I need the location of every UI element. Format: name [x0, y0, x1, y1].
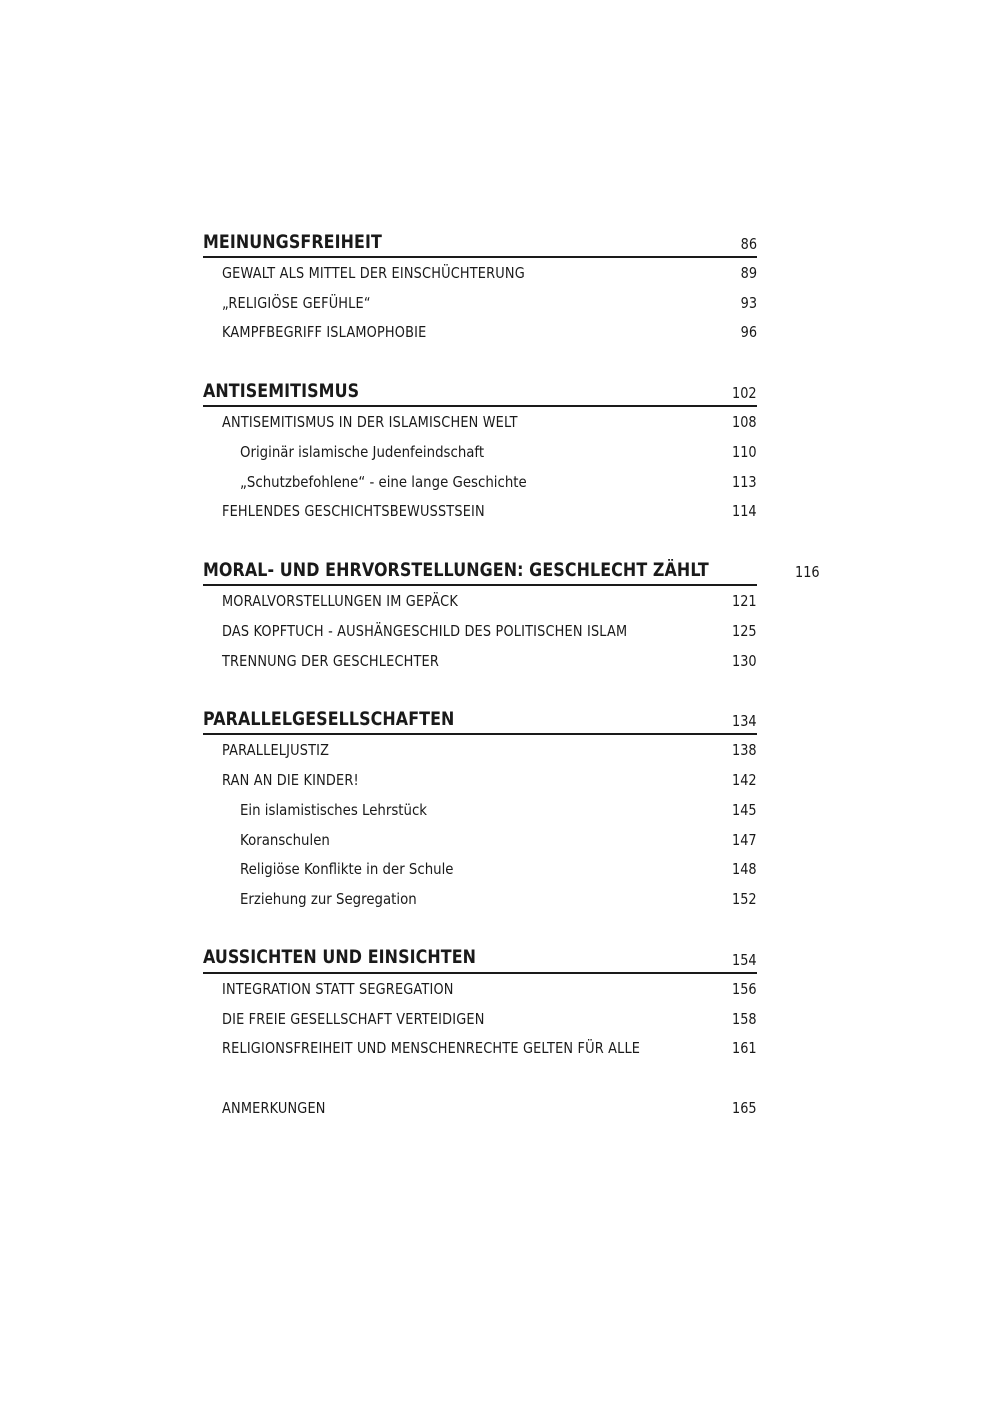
- toc-page-number: 110: [732, 442, 757, 461]
- toc-subsection-religioese-konflikte-in-der-schule[interactable]: [203, 855, 757, 885]
- toc-subsection-title: Erziehung zur Segregation: [240, 890, 417, 909]
- toc-section-religioese-gefuehle[interactable]: [203, 288, 757, 318]
- toc-subsection-title: Originär islamische Judenfeindschaft: [240, 442, 485, 461]
- toc-section-gewalt-als-mittel-der-einschuechterung[interactable]: [203, 258, 757, 288]
- table-of-contents: [203, 228, 820, 1123]
- toc-page-number: 93: [740, 293, 757, 312]
- toc-section-title: MORALVORSTELLUNGEN IM GEPÄCK: [222, 592, 458, 611]
- toc-chapter-aussichten-und-einsichten[interactable]: [203, 944, 757, 974]
- chapter-spacer: [203, 914, 757, 944]
- toc-section-integration-statt-segregation[interactable]: [203, 974, 757, 1004]
- toc-page-number: 114: [732, 502, 757, 521]
- toc-section-die-freie-gesellschaft-verteidigen[interactable]: [203, 1004, 757, 1034]
- toc-section-trennung-der-geschlechter[interactable]: [203, 646, 757, 676]
- toc-section-title: KAMPFBEGRIFF ISLAMOPHOBIE: [222, 323, 427, 342]
- toc-section-anmerkungen[interactable]: [203, 1093, 757, 1123]
- toc-chapter-title: MEINUNGSFREIHEIT: [203, 231, 382, 253]
- toc-subsection-title: Ein islamistisches Lehrstück: [240, 800, 427, 819]
- toc-subsection-koranschulen[interactable]: [203, 825, 757, 855]
- toc-page-number: 121: [732, 592, 757, 611]
- toc-page-number: 86: [740, 235, 757, 253]
- toc-page-number: 161: [732, 1039, 757, 1058]
- toc-subsection-erziehung-zur-segregation[interactable]: [203, 884, 757, 914]
- toc-section-paralleljustiz[interactable]: [203, 735, 757, 765]
- toc-page-number: 145: [732, 800, 757, 819]
- toc-section-title: GEWALT ALS MITTEL DER EINSCHÜCHTERUNG: [222, 263, 525, 282]
- toc-page-number: 102: [732, 384, 757, 403]
- toc-section-kampfbegriff-islamophobie[interactable]: [203, 318, 757, 348]
- notes-spacer: [203, 1063, 757, 1093]
- toc-page-number: 152: [732, 890, 757, 909]
- toc-section-title: FEHLENDES GESCHICHTSBEWUSSTSEIN: [222, 502, 485, 521]
- toc-section-antisemitismus-in-der-islamischen-welt[interactable]: [203, 407, 757, 437]
- toc-section-title: ANMERKUNGEN: [222, 1099, 326, 1118]
- toc-subsection-ein-islamistisches-lehrstueck[interactable]: [203, 795, 757, 825]
- toc-page-number: 147: [732, 830, 757, 849]
- toc-section-ran-an-die-kinder[interactable]: [203, 765, 757, 795]
- toc-page-number: 154: [732, 950, 757, 969]
- toc-subsection-originaer-islamische-judenfeindschaft[interactable]: [203, 437, 757, 467]
- toc-section-das-kopftuch-aushaengeschild-des-politis[interactable]: [203, 616, 757, 646]
- toc-page-number: 116: [795, 563, 820, 582]
- toc-subsection-title: Religiöse Konflikte in der Schule: [240, 860, 454, 879]
- toc-page-number: 125: [732, 621, 757, 640]
- toc-page-number: 96: [740, 323, 757, 342]
- toc-section-title: „RELIGIÖSE GEFÜHLE“: [222, 293, 371, 312]
- toc-section-title: DAS KOPFTUCH - AUSHÄNGESCHILD DES POLITISCHEN ISLAM: [222, 621, 628, 640]
- chapter-spacer: [203, 526, 757, 556]
- toc-section-title: TRENNUNG DER GESCHLECHTER: [222, 651, 440, 670]
- toc-section-title: INTEGRATION STATT SEGREGATION: [222, 979, 454, 998]
- toc-chapter-title: AUSSICHTEN UND EINSICHTEN: [203, 947, 477, 969]
- toc-chapter-title: PARALLELGESELLSCHAFTEN: [203, 708, 455, 730]
- toc-page-number: 138: [732, 741, 757, 760]
- toc-chapter-title: ANTISEMITISMUS: [203, 380, 360, 402]
- toc-section-religionsfreiheit-und-menschenrechte-gel[interactable]: [203, 1034, 757, 1064]
- toc-page-number: 130: [732, 651, 757, 670]
- toc-page-number: 113: [732, 472, 757, 491]
- toc-section-title: ANTISEMITISMUS IN DER ISLAMISCHEN WELT: [222, 413, 518, 432]
- chapter-spacer: [203, 347, 757, 377]
- toc-section-title: PARALLELJUSTIZ: [222, 741, 330, 760]
- toc-section-title: DIE FREIE GESELLSCHAFT VERTEIDIGEN: [222, 1009, 485, 1028]
- toc-page-number: 108: [732, 413, 757, 432]
- toc-page-number: 134: [732, 712, 757, 731]
- toc-page-number: 148: [732, 860, 757, 879]
- toc-section-fehlendes-geschichtsbewusstsein[interactable]: [203, 497, 757, 527]
- toc-page-number: 142: [732, 771, 757, 790]
- toc-chapter-moral-und-ehrvorstellungen-geschlecht-za[interactable]: [203, 556, 820, 586]
- toc-subsection-title: „Schutzbefohlene“ - eine lange Geschichte: [240, 472, 527, 491]
- toc-chapter-parallelgesellschaften[interactable]: [203, 705, 757, 735]
- toc-subsection-schutzbefohlene-eine-lange-geschichte[interactable]: [203, 467, 757, 497]
- toc-section-moralvorstellungen-im-gepaeck[interactable]: [203, 586, 757, 616]
- toc-chapter-meinungsfreiheit[interactable]: [203, 228, 757, 258]
- toc-page-number: 156: [732, 979, 757, 998]
- chapter-spacer: [203, 676, 757, 706]
- toc-page-number: 165: [732, 1099, 757, 1118]
- toc-section-title: RELIGIONSFREIHEIT UND MENSCHENRECHTE GELTEN FÜR ALLE: [222, 1039, 641, 1058]
- toc-chapter-title: MORAL- UND EHRVORSTELLUNGEN: GESCHLECHT ZÄHLT: [203, 559, 709, 581]
- toc-page-number: 89: [740, 263, 757, 282]
- toc-chapter-antisemitismus[interactable]: [203, 377, 757, 407]
- toc-subsection-title: Koranschulen: [240, 830, 330, 849]
- toc-section-title: RAN AN DIE KINDER!: [222, 771, 359, 790]
- toc-page-number: 158: [732, 1009, 757, 1028]
